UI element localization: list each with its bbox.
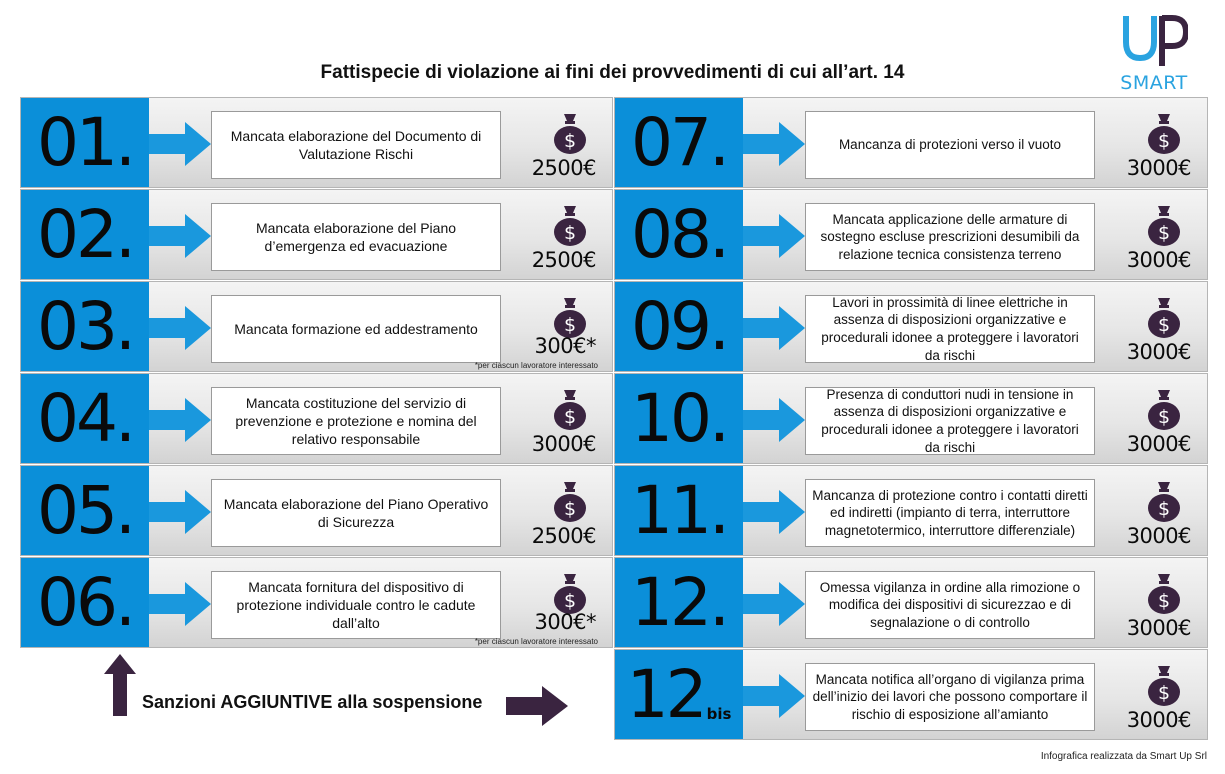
violation-text: Mancata elaborazione del Piano Operativo di Sicurezza bbox=[211, 479, 501, 547]
violation-text: Mancata formazione ed addestramento bbox=[211, 295, 501, 363]
violation-row bbox=[20, 557, 613, 648]
violation-text: Mancata elaborazione del Piano d’emergenza ed evacuazione bbox=[211, 203, 501, 271]
logo-text: SMART bbox=[1120, 72, 1188, 94]
arrow-right-icon bbox=[743, 582, 805, 626]
violation-row bbox=[614, 189, 1208, 280]
violation-text: Mancata fornitura del dispositivo di protezione individuale contro le cadute dall’alto bbox=[211, 571, 501, 639]
money-bag-icon bbox=[553, 388, 587, 430]
violation-number bbox=[615, 650, 743, 739]
violation-row bbox=[20, 465, 613, 556]
arrow-right-icon bbox=[743, 214, 805, 258]
violation-text: Omessa vigilanza in ordine alla rimozione o modifica dei dispositivi di sicurezzao e di segnalazione o di controllo bbox=[805, 571, 1095, 639]
svg-text:$: $ bbox=[563, 498, 577, 520]
svg-text:$: $ bbox=[563, 406, 577, 428]
violation-text: Presenza di conduttori nudi in tensione in assenza di disposizioni organizzative e procedurali idonee a proteggere i lavoratori da rischi bbox=[805, 387, 1095, 455]
violation-row bbox=[614, 465, 1208, 556]
fine-amount: 2500€ bbox=[531, 524, 596, 548]
svg-text:$: $ bbox=[1157, 222, 1171, 244]
arrow-right-icon bbox=[149, 582, 211, 626]
violation-row bbox=[614, 557, 1208, 648]
violation-row bbox=[614, 649, 1208, 740]
svg-text:$: $ bbox=[1157, 590, 1171, 612]
violation-number: 11. bbox=[615, 466, 743, 555]
violation-row bbox=[20, 189, 613, 280]
arrow-right-icon bbox=[743, 490, 805, 534]
svg-text:$: $ bbox=[563, 314, 577, 336]
svg-text:$: $ bbox=[563, 590, 577, 612]
money-bag-icon bbox=[1147, 664, 1181, 706]
footnote: *per ciascun lavoratore interessato bbox=[474, 361, 598, 370]
money-bag-icon bbox=[1147, 572, 1181, 614]
violation-number: 01. bbox=[21, 98, 149, 187]
money-bag-icon bbox=[1147, 388, 1181, 430]
violation-row bbox=[614, 97, 1208, 188]
up-logo-icon bbox=[1122, 14, 1188, 70]
fine-amount: 300€* bbox=[534, 334, 596, 358]
fine-amount: 3000€ bbox=[1126, 616, 1191, 640]
violation-text: Mancata costituzione del servizio di prevenzione e protezione e nomina del relativo responsabile bbox=[211, 387, 501, 455]
money-bag-icon bbox=[1147, 296, 1181, 338]
money-bag-icon bbox=[1147, 112, 1181, 154]
sanzioni-label: Sanzioni AGGIUNTIVE alla sospensione bbox=[142, 692, 483, 712]
arrow-right-icon bbox=[149, 306, 211, 350]
arrow-right-icon bbox=[743, 398, 805, 442]
arrow-right-icon bbox=[743, 306, 805, 350]
money-bag-icon bbox=[553, 204, 587, 246]
smart-up-logo bbox=[1104, 14, 1204, 94]
violation-number: 03. bbox=[21, 282, 149, 371]
money-bag-icon bbox=[553, 572, 587, 614]
fine-amount: 3000€ bbox=[1126, 156, 1191, 180]
fine-amount: 3000€ bbox=[1126, 248, 1191, 272]
violation-row bbox=[614, 373, 1208, 464]
violation-number: 05. bbox=[21, 466, 149, 555]
svg-text:$: $ bbox=[1157, 498, 1171, 520]
violation-number: 12. bbox=[615, 558, 743, 647]
fine-amount: 2500€ bbox=[531, 156, 596, 180]
svg-text:$: $ bbox=[563, 222, 577, 244]
violation-number-main: 12 bbox=[626, 656, 705, 733]
money-bag-icon bbox=[553, 296, 587, 338]
arrow-right-icon bbox=[149, 490, 211, 534]
violation-row bbox=[20, 97, 613, 188]
violation-text: Lavori in prossimità di linee elettriche in assenza di disposizioni organizzative e procedurali idonee a proteggere i lavoratori da rischi bbox=[805, 295, 1095, 363]
violation-number: 07. bbox=[615, 98, 743, 187]
violation-number: 08. bbox=[615, 190, 743, 279]
money-bag-icon bbox=[1147, 204, 1181, 246]
fine-amount: 3000€ bbox=[1126, 432, 1191, 456]
violation-text: Mancanza di protezione contro i contatti diretti ed indiretti (impianto di terra, interruttore magnetotermico, interruttore differenziale) bbox=[805, 479, 1095, 547]
violation-row bbox=[20, 281, 613, 372]
fine-amount: 3000€ bbox=[1126, 524, 1191, 548]
credits: Infografica realizzata da Smart Up Srl bbox=[1040, 751, 1207, 762]
arrow-right-icon bbox=[743, 122, 805, 166]
arrow-right-icon bbox=[149, 122, 211, 166]
arrow-right-icon bbox=[149, 398, 211, 442]
bis-suffix: bis bbox=[706, 705, 732, 723]
right-column bbox=[614, 97, 1208, 741]
svg-text:$: $ bbox=[563, 130, 577, 152]
violation-number: 02. bbox=[21, 190, 149, 279]
svg-text:$: $ bbox=[1157, 406, 1171, 428]
money-bag-icon bbox=[553, 112, 587, 154]
page-title: Fattispecie di violazione ai fini dei provvedimenti di cui all’art. 14 bbox=[320, 62, 905, 83]
arrow-up-icon bbox=[104, 654, 136, 716]
svg-text:$: $ bbox=[1157, 314, 1171, 336]
money-bag-icon bbox=[1147, 480, 1181, 522]
violation-text: Mancata elaborazione del Documento di Valutazione Rischi bbox=[211, 111, 501, 179]
arrow-right-icon bbox=[149, 214, 211, 258]
violation-row bbox=[20, 373, 613, 464]
fine-amount: 3000€ bbox=[1126, 708, 1191, 732]
svg-text:$: $ bbox=[1157, 130, 1171, 152]
fine-amount: 3000€ bbox=[531, 432, 596, 456]
violation-text: Mancata applicazione delle armature di sostegno escluse prescrizioni desumibili da relazione tecnica consistenza terreno bbox=[805, 203, 1095, 271]
fine-amount: 2500€ bbox=[531, 248, 596, 272]
money-bag-icon bbox=[553, 480, 587, 522]
svg-text:$: $ bbox=[1157, 682, 1171, 704]
left-column bbox=[20, 97, 613, 649]
fine-amount: 3000€ bbox=[1126, 340, 1191, 364]
footnote: *per ciascun lavoratore interessato bbox=[474, 637, 598, 646]
violation-number: 10. bbox=[615, 374, 743, 463]
violation-number: 06. bbox=[21, 558, 149, 647]
violation-number: 09. bbox=[615, 282, 743, 371]
fine-amount: 300€* bbox=[534, 610, 596, 634]
violation-row bbox=[614, 281, 1208, 372]
violation-number: 04. bbox=[21, 374, 149, 463]
violation-text: Mancanza di protezioni verso il vuoto bbox=[805, 111, 1095, 179]
violation-text: Mancata notifica all’organo di vigilanza prima dell’inizio dei lavori che possono comportare il rischio di esposizione all’amianto bbox=[805, 663, 1095, 731]
arrow-right-icon bbox=[506, 686, 568, 726]
arrow-right-icon bbox=[743, 674, 805, 718]
